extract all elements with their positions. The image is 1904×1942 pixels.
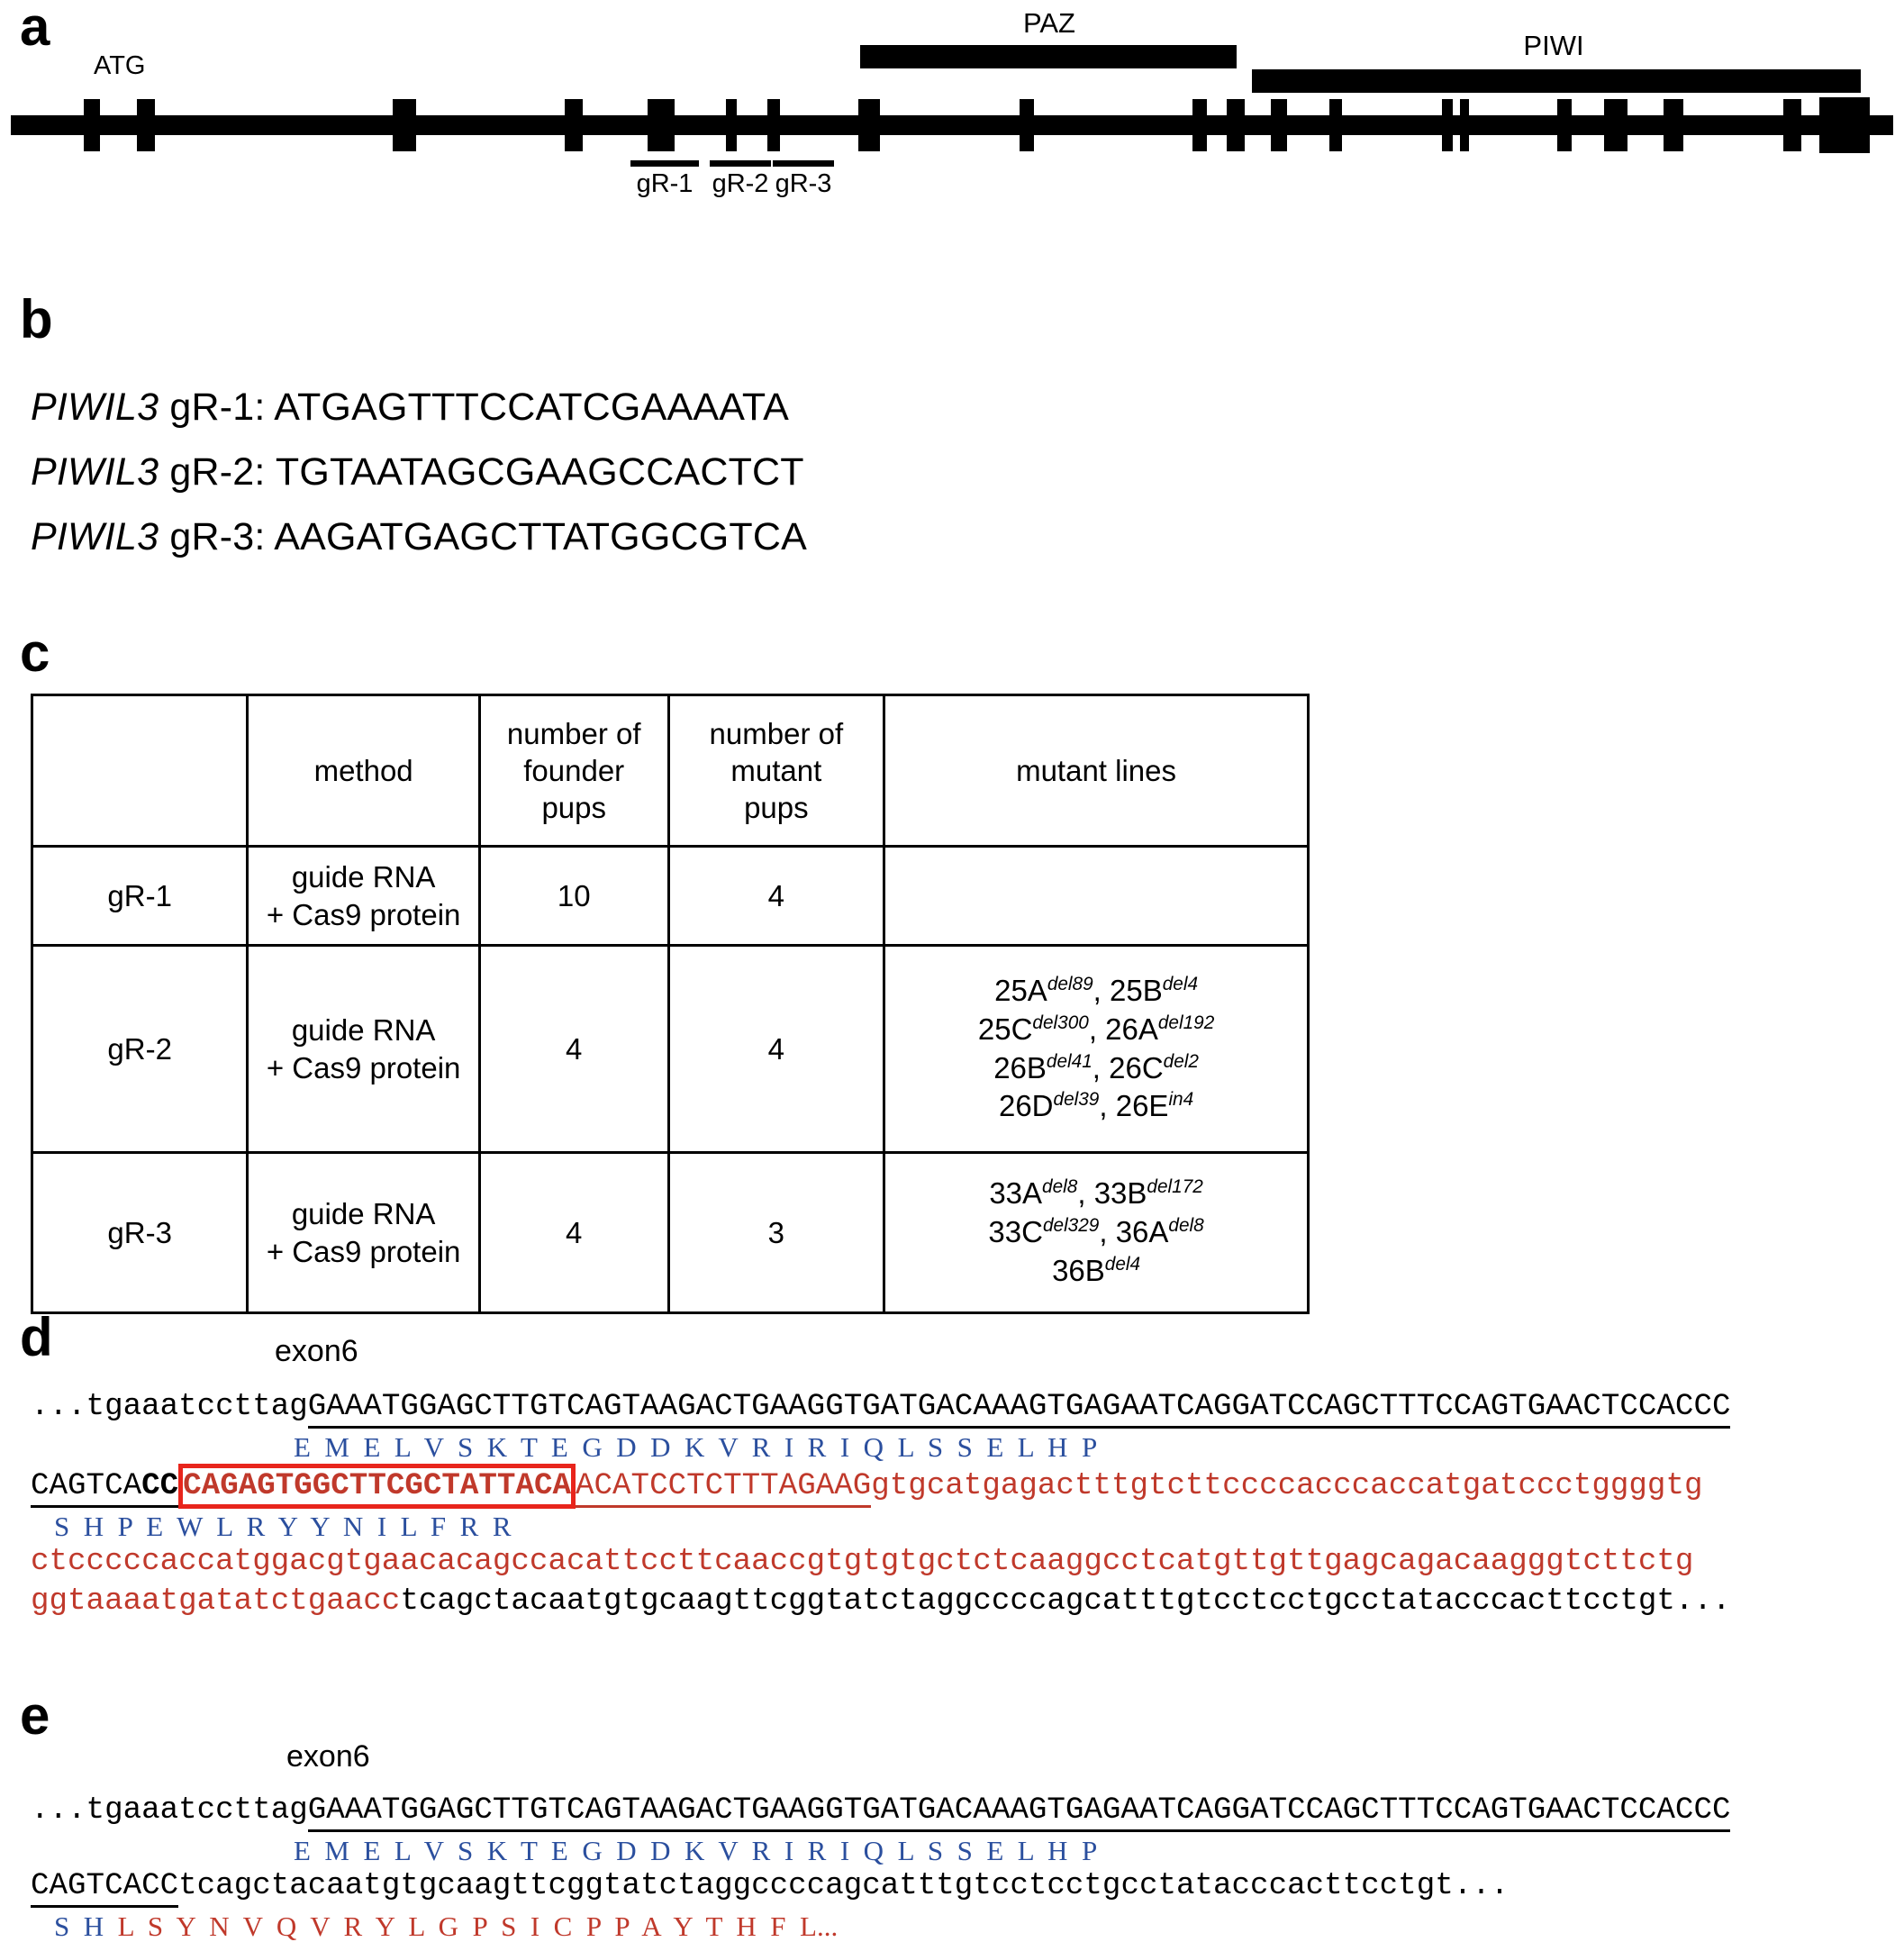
- mutant-allele-superscript: del300: [1032, 1012, 1089, 1033]
- atg-label: ATG: [94, 51, 146, 80]
- header-mutant-pups: [668, 695, 884, 847]
- intron-sequence-red-end: ggtaaaatgatatctgaacc: [31, 1584, 401, 1619]
- exon-mark: [648, 99, 675, 151]
- exon-sequence-bold: CC: [141, 1469, 178, 1508]
- exon-mark: [1442, 99, 1453, 151]
- exon-mark: [565, 99, 583, 151]
- mutant-summary-table: [31, 694, 1310, 1314]
- mutant-line-row: [889, 1087, 1303, 1126]
- row-method: [248, 1153, 480, 1313]
- mutant-allele-superscript: del89: [1047, 973, 1093, 994]
- gr-2-label: gR-2: [712, 169, 769, 198]
- mutant-allele-superscript: del192: [1157, 1012, 1215, 1033]
- mutant-allele-superscript: del329: [1042, 1215, 1100, 1237]
- header-line: pups: [541, 791, 606, 825]
- exon-mark: [1783, 99, 1801, 151]
- exon-mark: [767, 99, 780, 151]
- paz-domain-label: PAZ: [1023, 7, 1075, 39]
- mutant-line-separator: ,: [1093, 973, 1111, 1007]
- header-line: number of: [709, 716, 844, 750]
- panel-a-letter: a: [20, 0, 50, 57]
- panel-d-dna-line-3: ctcccccaccatggacgtgaacacagccacattccttcaaccgtgtgtgctctcaaggcctcatgttgttgagcagacaagggtcttctg: [31, 1545, 1694, 1579]
- panel-d-aa-line-2: S H P E W L R Y Y N I L F R R: [54, 1511, 512, 1542]
- panel-e-wildtype-sequence: [0, 1685, 1904, 1942]
- mutant-allele-superscript: del41: [1046, 1050, 1093, 1072]
- guide-label: gR-3:: [159, 515, 275, 558]
- mutant-line-row: [889, 1011, 1303, 1049]
- exon-mark: [84, 99, 100, 151]
- mutant-line-name: $25C^{del300}$: [977, 1012, 1089, 1046]
- piwi-domain-label: PIWI: [1523, 30, 1584, 61]
- exon-mark: [1460, 99, 1469, 151]
- header-mutant-lines: mutant lines: [884, 695, 1309, 847]
- mutant-allele-superscript: del172: [1147, 1176, 1203, 1198]
- guide-sequence: AAGATGAGCTTATGGCGTCA: [274, 515, 807, 558]
- row-mutant-pups: 3: [668, 1153, 884, 1313]
- method-line: + Cas9 protein: [266, 1234, 461, 1268]
- panel-b-letter: b: [20, 289, 53, 349]
- gene-name-italic: PIWIL3: [31, 515, 159, 558]
- exon-mark: [137, 99, 155, 151]
- guide-sequence-row-3: [31, 515, 807, 559]
- exon-mark: [1020, 99, 1034, 151]
- mutant-line-name: $26B^{del41}$: [993, 1050, 1093, 1084]
- exon-mark: [858, 99, 880, 151]
- exon-mark: [1664, 99, 1683, 151]
- mutant-line-row: [889, 972, 1303, 1011]
- gr-3-label: gR-3: [775, 169, 832, 198]
- mutant-allele-superscript: del8: [1042, 1176, 1078, 1198]
- panel-d-dna-line-4: [31, 1586, 1730, 1617]
- exon6-label-e: exon6: [286, 1739, 370, 1774]
- row-guide-label: gR-1: [32, 847, 248, 946]
- mutant-line-name: $26D^{del39}$: [998, 1089, 1100, 1123]
- row-mutant-lines: [884, 946, 1309, 1153]
- exon-mark: [1192, 99, 1207, 151]
- header-line: founder: [523, 753, 625, 787]
- row-guide-label: gR-3: [32, 1153, 248, 1313]
- mutant-line-name: $36A^{del8}$: [1115, 1215, 1204, 1249]
- guide-sequence-row-1: [31, 386, 789, 430]
- row-method: [248, 946, 480, 1153]
- method-line: + Cas9 protein: [266, 897, 461, 931]
- row-method: [248, 847, 480, 946]
- mutant-allele-superscript: in4: [1168, 1089, 1194, 1111]
- guide-sequence-row-2: [31, 450, 804, 495]
- header-founder-pups: [479, 695, 668, 847]
- guide-sequence: TGTAATAGCGAAGCCACTCT: [275, 450, 804, 494]
- panel-d-mutant-sequence: [0, 1307, 1904, 1626]
- exon-mark: [1329, 99, 1342, 151]
- guide-label: gR-2:: [159, 450, 276, 494]
- guide-label: gR-1:: [159, 386, 275, 429]
- panel-e-dna-line-1: [31, 1795, 1730, 1826]
- exon-mark: [393, 99, 416, 151]
- row-mutant-pups: 4: [668, 847, 884, 946]
- exon-mark-terminal: [1819, 97, 1870, 153]
- method-line: guide RNA: [291, 860, 436, 894]
- aa-red-segment: [104, 1910, 118, 1942]
- mutant-line-separator: ,: [1092, 1050, 1110, 1084]
- mutant-line-name: $26A^{del192}$: [1105, 1012, 1215, 1046]
- mutant-line-row: [889, 1175, 1303, 1213]
- method-line: guide RNA: [291, 1013, 436, 1048]
- mutant-line-separator: ,: [1088, 1012, 1106, 1046]
- panel-c-letter: c: [20, 622, 50, 683]
- mutant-line-name: $36B^{del4}$: [1052, 1253, 1141, 1287]
- method-line: guide RNA: [291, 1197, 436, 1231]
- mutant-line-row: [889, 1252, 1303, 1291]
- guide-target-box: CAGAGTGGCTTCGCTATTACA: [178, 1464, 576, 1509]
- mutant-allele-superscript: del8: [1168, 1215, 1204, 1237]
- mutant-allele-superscript: del4: [1104, 1253, 1141, 1275]
- panel-e-letter: e: [20, 1685, 50, 1746]
- mutant-line-separator: ,: [1077, 1176, 1094, 1211]
- gene-name-italic: PIWIL3: [31, 450, 159, 494]
- row-guide-label: gR-2: [32, 946, 248, 1153]
- exon-sequence-cont: CAGTCA: [31, 1469, 141, 1508]
- header-blank: [32, 695, 248, 847]
- exon-sequence: GAAATGGAGCTTGTCAGTAAGACTGAAGGTGATGACAAAGTGAGAATCAGGATCCAGCTTTCCAGTGAACTCCACCC: [308, 1793, 1731, 1832]
- mutant-line-row: [889, 1213, 1303, 1252]
- downstream-sequence-black: tcagctacaatgtgcaagttcggtatctaggccccagcatttgtcctcctgcctatacccacttcctgt...: [400, 1584, 1731, 1619]
- panel-d-aa-line-1: E M E L V S K T E G D D K V R I R I Q L S S E L H P: [294, 1431, 1098, 1463]
- mutant-line-separator: ,: [1099, 1089, 1116, 1123]
- gr-2-underline: [710, 160, 771, 167]
- aa-blue-segment: S H: [54, 1910, 104, 1942]
- panel-d-letter: d: [20, 1307, 53, 1367]
- header-line: mutant: [730, 753, 822, 787]
- downstream-sequence-black: tcagctacaatgtgcaagttcggtatctaggccccagcatttgtcctcctgcctatacccacttcctgt...: [178, 1869, 1510, 1903]
- exon-sequence-cont: CAGTCACC: [31, 1869, 178, 1908]
- intron-prefix: ...tgaaatccttag: [31, 1390, 308, 1424]
- intron-prefix: ...tgaaatccttag: [31, 1793, 308, 1828]
- mutant-line-name: $25B^{del4}$: [1110, 973, 1199, 1007]
- mutant-line-name: $25A^{del89}$: [994, 973, 1093, 1007]
- mutant-line-name: $33A^{del8}$: [989, 1176, 1078, 1211]
- gr-3-underline: [773, 160, 834, 167]
- mutant-allele-superscript: del4: [1162, 973, 1199, 994]
- exon-mark: [1604, 99, 1627, 151]
- mutant-line-name: $26E^{in4}$: [1115, 1089, 1194, 1123]
- header-line: number of: [506, 716, 641, 750]
- gr-1-underline: [630, 160, 699, 167]
- table-row: [32, 847, 1309, 946]
- intron-sequence-red: gtgcatgagactttgtcttccccacccaccatgatccctggggtg: [871, 1469, 1703, 1503]
- gr-1-label: gR-1: [636, 169, 694, 198]
- mutant-allele-superscript: del2: [1163, 1050, 1199, 1072]
- exon-sequence-red: ACATCCTCTTTAGAAG: [576, 1469, 871, 1508]
- row-founder-pups: 4: [479, 1153, 668, 1313]
- panel-d-dna-line-2: [31, 1471, 1702, 1502]
- exon-sequence: GAAATGGAGCTTGTCAGTAAGACTGAAGGTGATGACAAAGTGAGAATCAGGATCCAGCTTTCCAGTGAACTCCACCC: [308, 1390, 1731, 1429]
- panel-e-aa-line-1: E M E L V S K T E G D D K V R I R I Q L S S E L H P: [294, 1835, 1098, 1866]
- exon-mark: [1271, 99, 1287, 151]
- panel-d-dna-line-1: [31, 1392, 1730, 1422]
- paz-domain-bar: [860, 45, 1237, 68]
- row-founder-pups: 4: [479, 946, 668, 1153]
- panel-a-gene-structure: [0, 0, 1904, 225]
- method-line: + Cas9 protein: [266, 1050, 461, 1084]
- panel-e-dna-line-2: [31, 1871, 1509, 1901]
- gene-name-italic: PIWIL3: [31, 386, 159, 429]
- row-mutant-lines: [884, 1153, 1309, 1313]
- header-method: method: [248, 695, 480, 847]
- exon-mark: [1227, 99, 1245, 151]
- piwi-domain-bar: [1252, 69, 1861, 93]
- guide-sequence: ATGAGTTTCCATCGAAAATA: [274, 386, 790, 429]
- row-founder-pups: 10: [479, 847, 668, 946]
- header-line: pups: [744, 791, 809, 825]
- aa-red-segment-text: L S Y N V Q V R Y L G P S I C P P A Y T H F L...: [117, 1910, 839, 1942]
- exon-mark: [726, 99, 737, 151]
- mutant-allele-superscript: del39: [1053, 1089, 1100, 1111]
- mutant-line-name: $33B^{del172}$: [1093, 1176, 1203, 1211]
- row-mutant-lines: [884, 847, 1309, 946]
- row-mutant-pups: 4: [668, 946, 884, 1153]
- gene-structure-diagram: [0, 0, 1904, 225]
- exon-mark: [1557, 99, 1572, 151]
- table-row: [32, 1153, 1309, 1313]
- exon6-label-d: exon6: [275, 1334, 358, 1368]
- table-row: [32, 946, 1309, 1153]
- panel-e-aa-line-2: [54, 1912, 838, 1940]
- table-header-row: [32, 695, 1309, 847]
- mutant-line-name: $33C^{del329}$: [988, 1215, 1100, 1249]
- mutant-line-separator: ,: [1099, 1215, 1116, 1249]
- mutant-line-row: [889, 1049, 1303, 1088]
- mutant-line-name: $26C^{del2}$: [1109, 1050, 1199, 1084]
